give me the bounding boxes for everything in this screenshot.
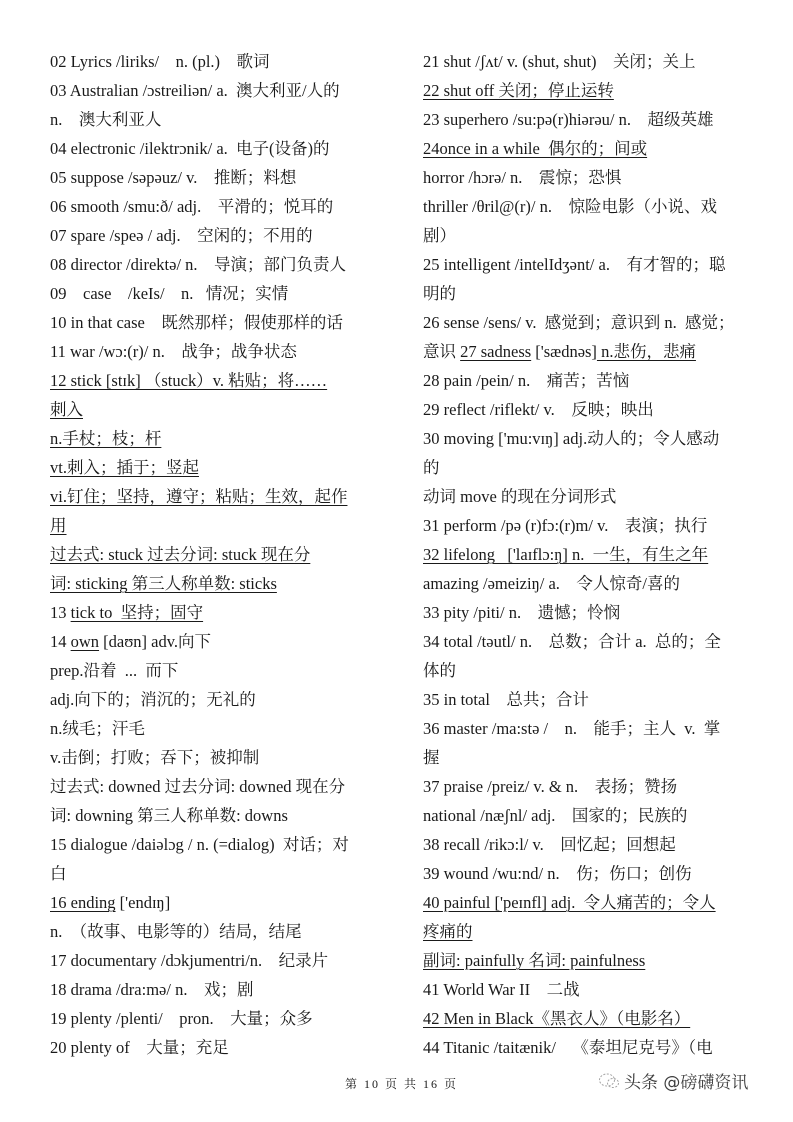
underlined-text: n.手杖；枝；杆 (50, 429, 162, 448)
vocab-line (423, 250, 761, 279)
underlined-text: vt.刺入；插于；竖起 (50, 458, 199, 477)
underlined-text: 27 sadness (460, 342, 532, 361)
underlined-text: 刺入 (50, 400, 83, 419)
underlined-text: n.悲伤，悲痛 (596, 342, 696, 361)
vocab-line (423, 134, 761, 163)
line-text: 词: downing 第三人称单数: downs (50, 806, 288, 825)
vocab-line (50, 1004, 390, 1033)
line-text: 29 reflect /riflekt/ v. 反映；映出 (423, 400, 654, 419)
vocab-line (423, 598, 761, 627)
line-text: 过去式: downed 过去分词: downed 现在分 (50, 777, 346, 796)
line-text: 20 plenty of 大量；充足 (50, 1038, 229, 1057)
line-text: 07 spare /speə / adj. 空闲的；不用的 (50, 226, 313, 245)
line-text: 动词 move 的现在分词形式 (423, 487, 617, 506)
vocab-line (423, 424, 761, 453)
vocab-line (50, 134, 390, 163)
vocab-line (423, 308, 761, 337)
vocab-line (50, 540, 390, 569)
line-text: 10 in that case 既然那样；假使那样的话 (50, 313, 343, 332)
page-footer: 第 10 页 共 16 页 (345, 1077, 459, 1091)
vocab-line (50, 395, 390, 424)
vocab-line (50, 569, 390, 598)
underlined-text: 40 painful ['peɪnfl] adj. 令人痛苦的；令人 (423, 893, 716, 912)
line-text: 21 shut /ʃʌt/ v. (shut, shut) 关闭；关上 (423, 52, 696, 71)
vocab-line (423, 105, 761, 134)
vocab-line (50, 598, 390, 627)
underlined-text: 24once in a while 偶尔的；间或 (423, 139, 648, 158)
vocab-line (423, 192, 761, 221)
line-text: 04 electronic /ilektrɔnik/ a. 电子(设备)的 (50, 139, 330, 158)
line-text: thriller /θril@(r)/ n. 惊险电影（小说、戏 (423, 197, 717, 216)
line-text: 38 recall /rikɔ:l/ v. 回忆起；回想起 (423, 835, 676, 854)
vocab-line (423, 946, 761, 975)
vocab-line (423, 888, 761, 917)
vocab-line (50, 859, 390, 888)
underlined-text: 42 Men in Black《黑衣人》（电影名） (423, 1009, 691, 1028)
line-text: adj.向下的；消沉的；无礼的 (50, 690, 256, 709)
vocab-line (423, 76, 761, 105)
line-text: 09 case /keIs/ n. 情况；实情 (50, 284, 289, 303)
vocab-line (423, 830, 761, 859)
underlined-text: vi.钉住；坚持，遵守；粘贴；生效，起作 (50, 487, 348, 506)
vocab-line (50, 888, 390, 917)
line-text: 11 war /wɔ:(r)/ n. 战争；战争状态 (50, 342, 297, 361)
vocab-line (50, 192, 390, 221)
line-text: 03 Australian /ɔstreiliən/ a. 澳大利亚/人的 (50, 81, 340, 100)
line-text: 39 wound /wu:nd/ n. 伤；伤口；创伤 (423, 864, 692, 883)
line-text: 06 smooth /smu:ð/ adj. 平滑的；悦耳的 (50, 197, 334, 216)
vocab-line (50, 279, 390, 308)
vocab-line (50, 163, 390, 192)
vocab-line (50, 627, 390, 656)
line-text: 白 (50, 864, 67, 883)
line-text: 的 (423, 458, 440, 477)
line-text: 18 drama /dra:mə/ n. 戏；剧 (50, 980, 254, 999)
vocab-line (423, 975, 761, 1004)
line-text: 08 director /direktə/ n. 导演；部门负责人 (50, 255, 347, 274)
vocab-line (423, 1033, 761, 1062)
line-text: 13 (50, 603, 71, 622)
right-column (423, 47, 761, 1062)
underlined-text: 16 ending (50, 893, 116, 912)
vocab-line (50, 975, 390, 1004)
line-text: v.击倒；打败；吞下；被抑制 (50, 748, 260, 767)
vocab-line (423, 656, 761, 685)
vocab-line (423, 772, 761, 801)
vocab-line (50, 105, 390, 134)
vocab-line (50, 511, 390, 540)
line-text: 33 pity /piti/ n. 遗憾；怜悯 (423, 603, 621, 622)
line-text: [daʊn] adv.向下 (99, 632, 212, 651)
line-text: 剧） (423, 226, 456, 245)
line-text: 44 Titanic /taitænik/ 《泰坦尼克号》（电 (423, 1038, 713, 1057)
underlined-text: 过去式: stuck 过去分词: stuck 现在分 (50, 545, 311, 564)
line-text: 36 master /ma:stə / n. 能手；主人 v. 掌 (423, 719, 721, 738)
line-text: 14 (50, 632, 71, 651)
line-text: n.绒毛；汗毛 (50, 719, 145, 738)
line-text: 30 moving ['mu:vɪŋ] adj.动人的；令人感动 (423, 429, 720, 448)
line-text: 34 total /təutl/ n. 总数；合计 a. 总的；全 (423, 632, 721, 651)
vocab-line (423, 163, 761, 192)
line-text: 35 in total 总共；合计 (423, 690, 589, 709)
vocab-line (50, 656, 390, 685)
vocab-line (423, 714, 761, 743)
underlined-text: 用 (50, 516, 67, 535)
line-text: amazing /əmeiziŋ/ a. 令人惊奇/喜的 (423, 574, 680, 593)
vocab-line (423, 569, 761, 598)
line-text: ['endɪŋ] (115, 893, 171, 912)
line-text: 28 pain /pein/ n. 痛苦；苦恼 (423, 371, 630, 390)
underlined-text: 疼痛的 (423, 922, 473, 941)
vocab-line (423, 801, 761, 830)
line-text: national /næʃnl/ adj. 国家的；民族的 (423, 806, 688, 825)
line-text: 握 (423, 748, 440, 767)
watermark-text: 头条 @磅礴资讯 (624, 1073, 749, 1093)
vocab-line (50, 1033, 390, 1062)
vocab-line (423, 366, 761, 395)
vocab-line (423, 453, 761, 482)
underlined-text: 词: sticking 第三人称单数: sticks (50, 574, 277, 593)
line-text: 明的 (423, 284, 456, 303)
vocab-line (50, 453, 390, 482)
line-text: 26 sense /sens/ v. 感觉到；意识到 n. 感觉； (423, 313, 735, 332)
underlined-text: tick to 坚持；固守 (70, 603, 204, 622)
vocab-line (423, 743, 761, 772)
underlined-text: 12 stick [stɪk] （stuck）v. 粘贴；将…… (50, 371, 328, 390)
line-text: 05 suppose /səpəuz/ v. 推断；料想 (50, 168, 297, 187)
vocab-line (423, 917, 761, 946)
vocab-line (423, 1004, 761, 1033)
line-text: 25 intelligent /intelIdʒənt/ a. 有才智的；聪 (423, 255, 726, 274)
vocab-line (423, 859, 761, 888)
vocab-line (50, 482, 390, 511)
vocab-line (50, 801, 390, 830)
line-text: 02 Lyrics /liriks/ n. (pl.) 歌词 (50, 52, 270, 71)
line-text: n. （故事、电影等的）结局，结尾 (50, 922, 302, 941)
vocab-line (50, 221, 390, 250)
underlined-text: 32 lifelong ['laɪflɔ:ŋ] n. 一生，有生之年 (423, 545, 709, 564)
line-text: 19 plenty /plenti/ pron. 大量；众多 (50, 1009, 313, 1028)
vocab-line (50, 714, 390, 743)
vocab-line (50, 917, 390, 946)
line-text: 37 praise /preiz/ v. & n. 表扬；赞扬 (423, 777, 678, 796)
line-text: 意识 (423, 342, 461, 361)
line-text: 体的 (423, 661, 456, 680)
line-text: 17 documentary /dɔkjumentri/n. 纪录片 (50, 951, 329, 970)
vocab-line (423, 540, 761, 569)
vocab-line (50, 47, 390, 76)
line-text: ['sædnəs] (531, 342, 597, 361)
vocab-line (423, 47, 761, 76)
vocab-line (423, 279, 761, 308)
line-text: n. 澳大利亚人 (50, 110, 162, 129)
vocab-line (50, 250, 390, 279)
vocab-line (50, 772, 390, 801)
line-text: 23 superhero /su:pə(r)hiərəu/ n. 超级英雄 (423, 110, 714, 129)
vocab-line (50, 743, 390, 772)
vocab-line (50, 424, 390, 453)
vocab-line (423, 337, 761, 366)
vocab-line (423, 627, 761, 656)
line-text: 15 dialogue /daiəlɔg / n. (=dialog) 对话；对 (50, 835, 349, 854)
vocab-line (50, 830, 390, 859)
wechat-bubble-icon (598, 1072, 620, 1090)
vocab-line (50, 685, 390, 714)
vocab-line (423, 685, 761, 714)
watermark (598, 1068, 748, 1093)
vocab-line (50, 337, 390, 366)
left-column (50, 47, 390, 1062)
line-text: 41 World War II 二战 (423, 980, 580, 999)
vocab-line (423, 221, 761, 250)
vocab-line (50, 76, 390, 105)
vocab-line (423, 511, 761, 540)
vocab-line (50, 946, 390, 975)
vocab-line (50, 366, 390, 395)
underlined-text: 副词: painfully 名词: painfulness (423, 951, 646, 970)
vocab-line (423, 395, 761, 424)
vocab-line (423, 482, 761, 511)
line-text: prep.沿着 ... 而下 (50, 661, 179, 680)
vocab-line (50, 308, 390, 337)
underlined-text: own (70, 632, 100, 651)
line-text: horror /hɔrə/ n. 震惊；恐惧 (423, 168, 622, 187)
underlined-text: 22 shut off 关闭；停止运转 (423, 81, 614, 100)
line-text: 31 perform /pə (r)fɔ:(r)m/ v. 表演；执行 (423, 516, 708, 535)
